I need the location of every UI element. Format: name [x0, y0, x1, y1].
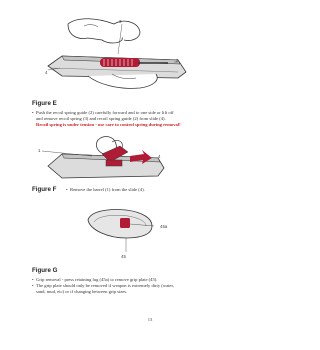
- callout-4: 4: [45, 70, 48, 75]
- retaining-lug: [120, 218, 130, 228]
- figure-f-instruction: • Remove the barrel (1) from the slide (4).: [70, 187, 145, 193]
- figure-g-title: Figure G: [32, 267, 58, 274]
- recoil-spring: [100, 58, 140, 67]
- figure-e-instruction: [36, 110, 286, 121]
- figure-f-title: Figure F: [32, 186, 57, 193]
- figure-g-illustration: [82, 200, 162, 260]
- callout-45: 45: [121, 254, 126, 259]
- page-number: 13: [147, 317, 153, 322]
- figure-g-bullet-1: • Grip removal - press retaining lug (45a) to remove grip plate (45).: [36, 277, 286, 283]
- callout-4-f: 4: [158, 154, 161, 159]
- callout-3: 3: [119, 19, 122, 24]
- callout-2: 2: [176, 58, 179, 63]
- figure-e-text-line1: • Push the recoil spring guide (2) carefully forward and to one side or lift off: [36, 110, 174, 115]
- callout-45a: 45a: [160, 224, 168, 229]
- callout-1: 1: [38, 148, 41, 153]
- figure-e-illustration: [28, 14, 198, 96]
- figure-e-text-line2: and remove recoil spring (3) and recoil spring guide (2) from slide (4).: [36, 115, 166, 121]
- figure-e-title: Figure E: [32, 100, 57, 107]
- figure-g-bullet-2-line1: • The grip plate should only be removed if weapon is extremely dirty (water,: [36, 283, 174, 288]
- figure-g-bullet-2-line2: sand, mud, etc) or if changing between grip sizes.: [36, 288, 128, 294]
- figure-g-bullet-2: [36, 283, 286, 294]
- figure-f-illustration: [32, 132, 182, 188]
- figure-e-warning: Recoil spring is under tension - use care to control spring during removal!: [36, 122, 181, 127]
